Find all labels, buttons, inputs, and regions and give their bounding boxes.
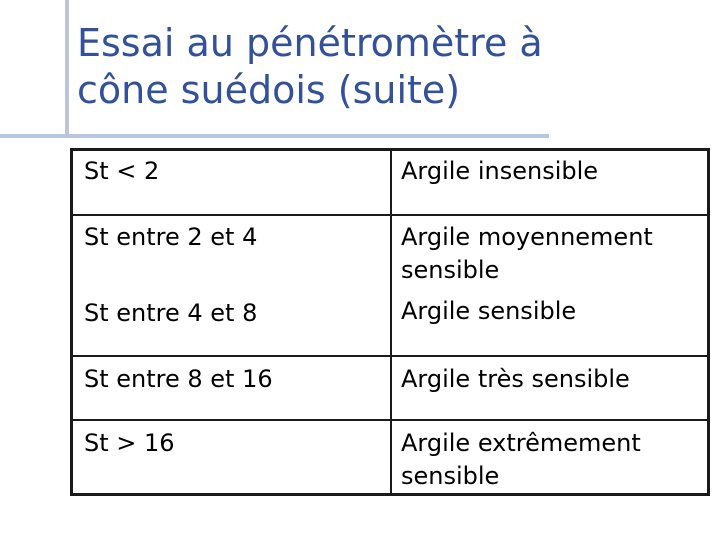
title-accent-vertical-rule (65, 0, 69, 137)
table-row-4-sensitivity: St entre 8 et 16 (84, 365, 273, 393)
table-row-divider (73, 355, 707, 357)
table-row-3-sensitivity: St entre 4 et 8 (84, 299, 258, 327)
table-row-3-classification: Argile sensible (401, 297, 577, 325)
table-column-divider (390, 151, 392, 493)
table-row-5-sensitivity: St > 16 (84, 429, 175, 457)
slide-title-line-2: cône suédois (suite) (77, 68, 461, 112)
table-row-1-sensitivity: St < 2 (84, 157, 160, 185)
slide-title (77, 20, 543, 114)
table-row-divider (73, 214, 707, 216)
table-row-2-classification-line-1: Argile moyennement (401, 223, 653, 251)
table-row-5-classification-line-1: Argile extrêmement (401, 429, 641, 457)
table-row-4-classification: Argile très sensible (401, 365, 630, 393)
sensitivity-table (70, 148, 710, 496)
slide-title-line-1: Essai au pénétromètre à (77, 21, 543, 65)
table-row-divider (73, 419, 707, 421)
table-row-1-classification: Argile insensible (401, 157, 599, 185)
title-accent-horizontal-rule (0, 134, 549, 138)
table-row-2-classification-line-2: sensible (401, 256, 500, 284)
table-row-2-sensitivity: St entre 2 et 4 (84, 223, 258, 251)
table-row-5-classification-line-2: sensible (401, 462, 500, 490)
